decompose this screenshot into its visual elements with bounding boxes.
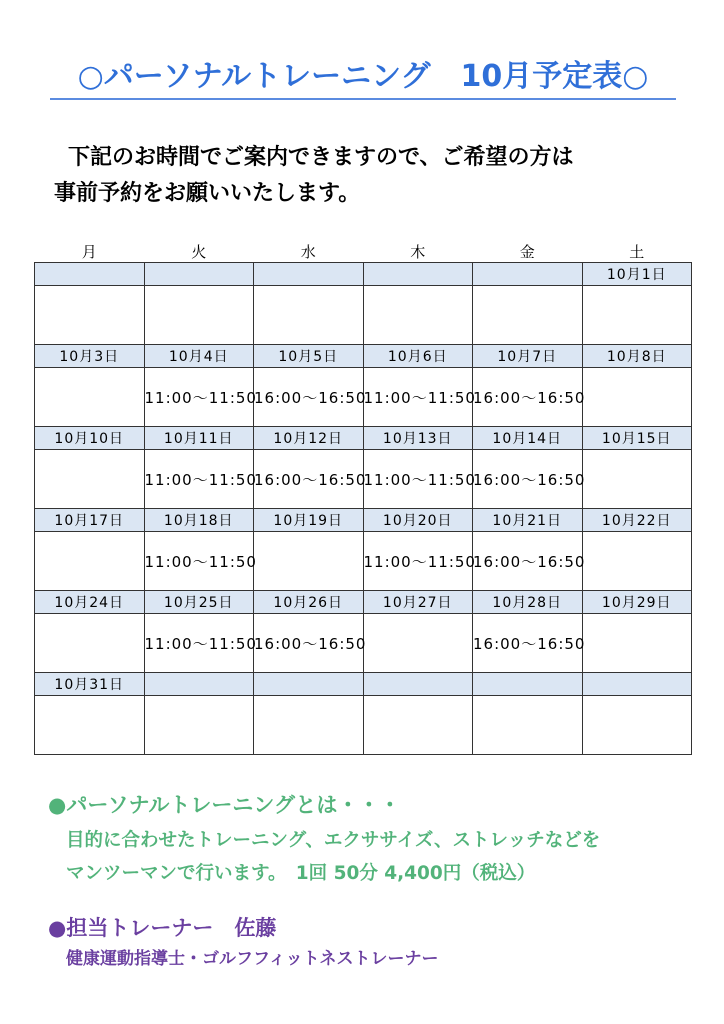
- time-slot-cell: 11:00〜11:50: [144, 614, 254, 673]
- time-slot-cell: [35, 696, 145, 755]
- date-row: [35, 263, 692, 286]
- time-slot-cell: 11:00〜11:50: [144, 532, 254, 591]
- schedule-calendar: [34, 240, 692, 755]
- date-cell: 10月20日: [363, 509, 473, 532]
- intro-line-1: 下記のお時間でご案内できますので、ご希望の方は: [68, 145, 574, 170]
- time-slot-cell: [254, 696, 364, 755]
- weekday-label: 土: [629, 242, 645, 261]
- date-cell: 10月31日: [35, 673, 145, 696]
- time-slot-cell: 16:00〜16:50: [473, 450, 583, 509]
- time-slot-cell: [473, 286, 583, 345]
- date-cell: 10月13日: [363, 427, 473, 450]
- title-underline: [50, 98, 676, 100]
- time-slot-cell: [35, 286, 145, 345]
- weekday-label: 金: [519, 242, 535, 261]
- time-slot-row: [35, 450, 692, 509]
- time-slot-cell: [35, 614, 145, 673]
- date-cell: 10月7日: [473, 345, 583, 368]
- time-slot-row: [35, 286, 692, 345]
- date-cell: [35, 263, 145, 286]
- weekday-label: 月: [81, 242, 97, 261]
- date-cell: 10月24日: [35, 591, 145, 614]
- date-cell: [363, 263, 473, 286]
- time-slot-cell: [473, 696, 583, 755]
- time-slot-cell: [35, 532, 145, 591]
- calendar-body: [35, 263, 692, 755]
- time-slot-row: [35, 614, 692, 673]
- date-cell: 10月17日: [35, 509, 145, 532]
- trainer-qualifications: 健康運動指導士・ゴルフフィットネストレーナー: [66, 949, 439, 969]
- time-slot-cell: 16:00〜16:50: [254, 450, 364, 509]
- time-slot-cell: 16:00〜16:50: [254, 614, 364, 673]
- description-line-1: 目的に合わせたトレーニング、エクササイズ、ストレッチなどを: [66, 830, 601, 851]
- personal-training-heading: ●パーソナルトレーニングとは・・・: [48, 793, 401, 817]
- date-cell: 10月28日: [473, 591, 583, 614]
- time-slot-cell: [35, 450, 145, 509]
- time-slot-cell: [144, 696, 254, 755]
- time-slot-row: [35, 368, 692, 427]
- time-slot-cell: [363, 614, 473, 673]
- time-slot-cell: 11:00〜11:50: [144, 368, 254, 427]
- time-slot-cell: [582, 614, 692, 673]
- date-cell: 10月26日: [254, 591, 364, 614]
- date-cell: [473, 673, 583, 696]
- date-cell: [254, 263, 364, 286]
- date-row: [35, 673, 692, 696]
- time-slot-cell: 11:00〜11:50: [144, 450, 254, 509]
- weekday-label: 水: [300, 242, 316, 261]
- date-cell: [144, 673, 254, 696]
- date-cell: 10月10日: [35, 427, 145, 450]
- date-cell: 10月6日: [363, 345, 473, 368]
- intro-text: [54, 140, 694, 212]
- time-slot-cell: 16:00〜16:50: [473, 368, 583, 427]
- date-cell: 10月25日: [144, 591, 254, 614]
- date-cell: 10月11日: [144, 427, 254, 450]
- time-slot-cell: 11:00〜11:50: [363, 532, 473, 591]
- time-slot-row: [35, 532, 692, 591]
- time-slot-cell: [582, 450, 692, 509]
- time-slot-cell: [35, 368, 145, 427]
- time-slot-cell: [363, 286, 473, 345]
- date-cell: 10月3日: [35, 345, 145, 368]
- date-cell: 10月18日: [144, 509, 254, 532]
- date-row: [35, 345, 692, 368]
- date-cell: 10月5日: [254, 345, 364, 368]
- time-slot-cell: [254, 286, 364, 345]
- time-slot-cell: 16:00〜16:50: [473, 614, 583, 673]
- date-cell: 10月1日: [582, 263, 692, 286]
- date-cell: 10月15日: [582, 427, 692, 450]
- time-slot-row: [35, 696, 692, 755]
- date-cell: [144, 263, 254, 286]
- date-cell: [363, 673, 473, 696]
- description-line-2: マンツーマンで行います。 1回 50分 4,400円（税込）: [66, 863, 536, 884]
- weekday-label: 火: [191, 242, 207, 261]
- time-slot-cell: 16:00〜16:50: [254, 368, 364, 427]
- date-cell: 10月4日: [144, 345, 254, 368]
- time-slot-cell: [363, 696, 473, 755]
- date-cell: 10月29日: [582, 591, 692, 614]
- date-cell: 10月8日: [582, 345, 692, 368]
- trainer-heading: ●担当トレーナー 佐藤: [48, 916, 277, 940]
- time-slot-cell: 11:00〜11:50: [363, 450, 473, 509]
- date-cell: 10月12日: [254, 427, 364, 450]
- date-cell: [473, 263, 583, 286]
- time-slot-cell: [582, 696, 692, 755]
- date-cell: 10月27日: [363, 591, 473, 614]
- personal-training-description: [66, 824, 600, 890]
- time-slot-cell: [254, 532, 364, 591]
- date-row: [35, 591, 692, 614]
- time-slot-cell: 16:00〜16:50: [473, 532, 583, 591]
- time-slot-cell: [582, 532, 692, 591]
- time-slot-cell: 11:00〜11:50: [363, 368, 473, 427]
- date-cell: 10月19日: [254, 509, 364, 532]
- time-slot-cell: [144, 286, 254, 345]
- date-row: [35, 427, 692, 450]
- time-slot-cell: [582, 286, 692, 345]
- intro-line-2: 事前予約をお願いいたします。: [54, 181, 361, 206]
- date-row: [35, 509, 692, 532]
- date-cell: [254, 673, 364, 696]
- page-title: ○パーソナルトレーニング 10月予定表○: [77, 59, 649, 94]
- weekday-label: 木: [410, 242, 426, 261]
- date-cell: 10月21日: [473, 509, 583, 532]
- time-slot-cell: [582, 368, 692, 427]
- date-cell: 10月22日: [582, 509, 692, 532]
- weekday-header-row: [35, 240, 692, 263]
- date-cell: [582, 673, 692, 696]
- date-cell: 10月14日: [473, 427, 583, 450]
